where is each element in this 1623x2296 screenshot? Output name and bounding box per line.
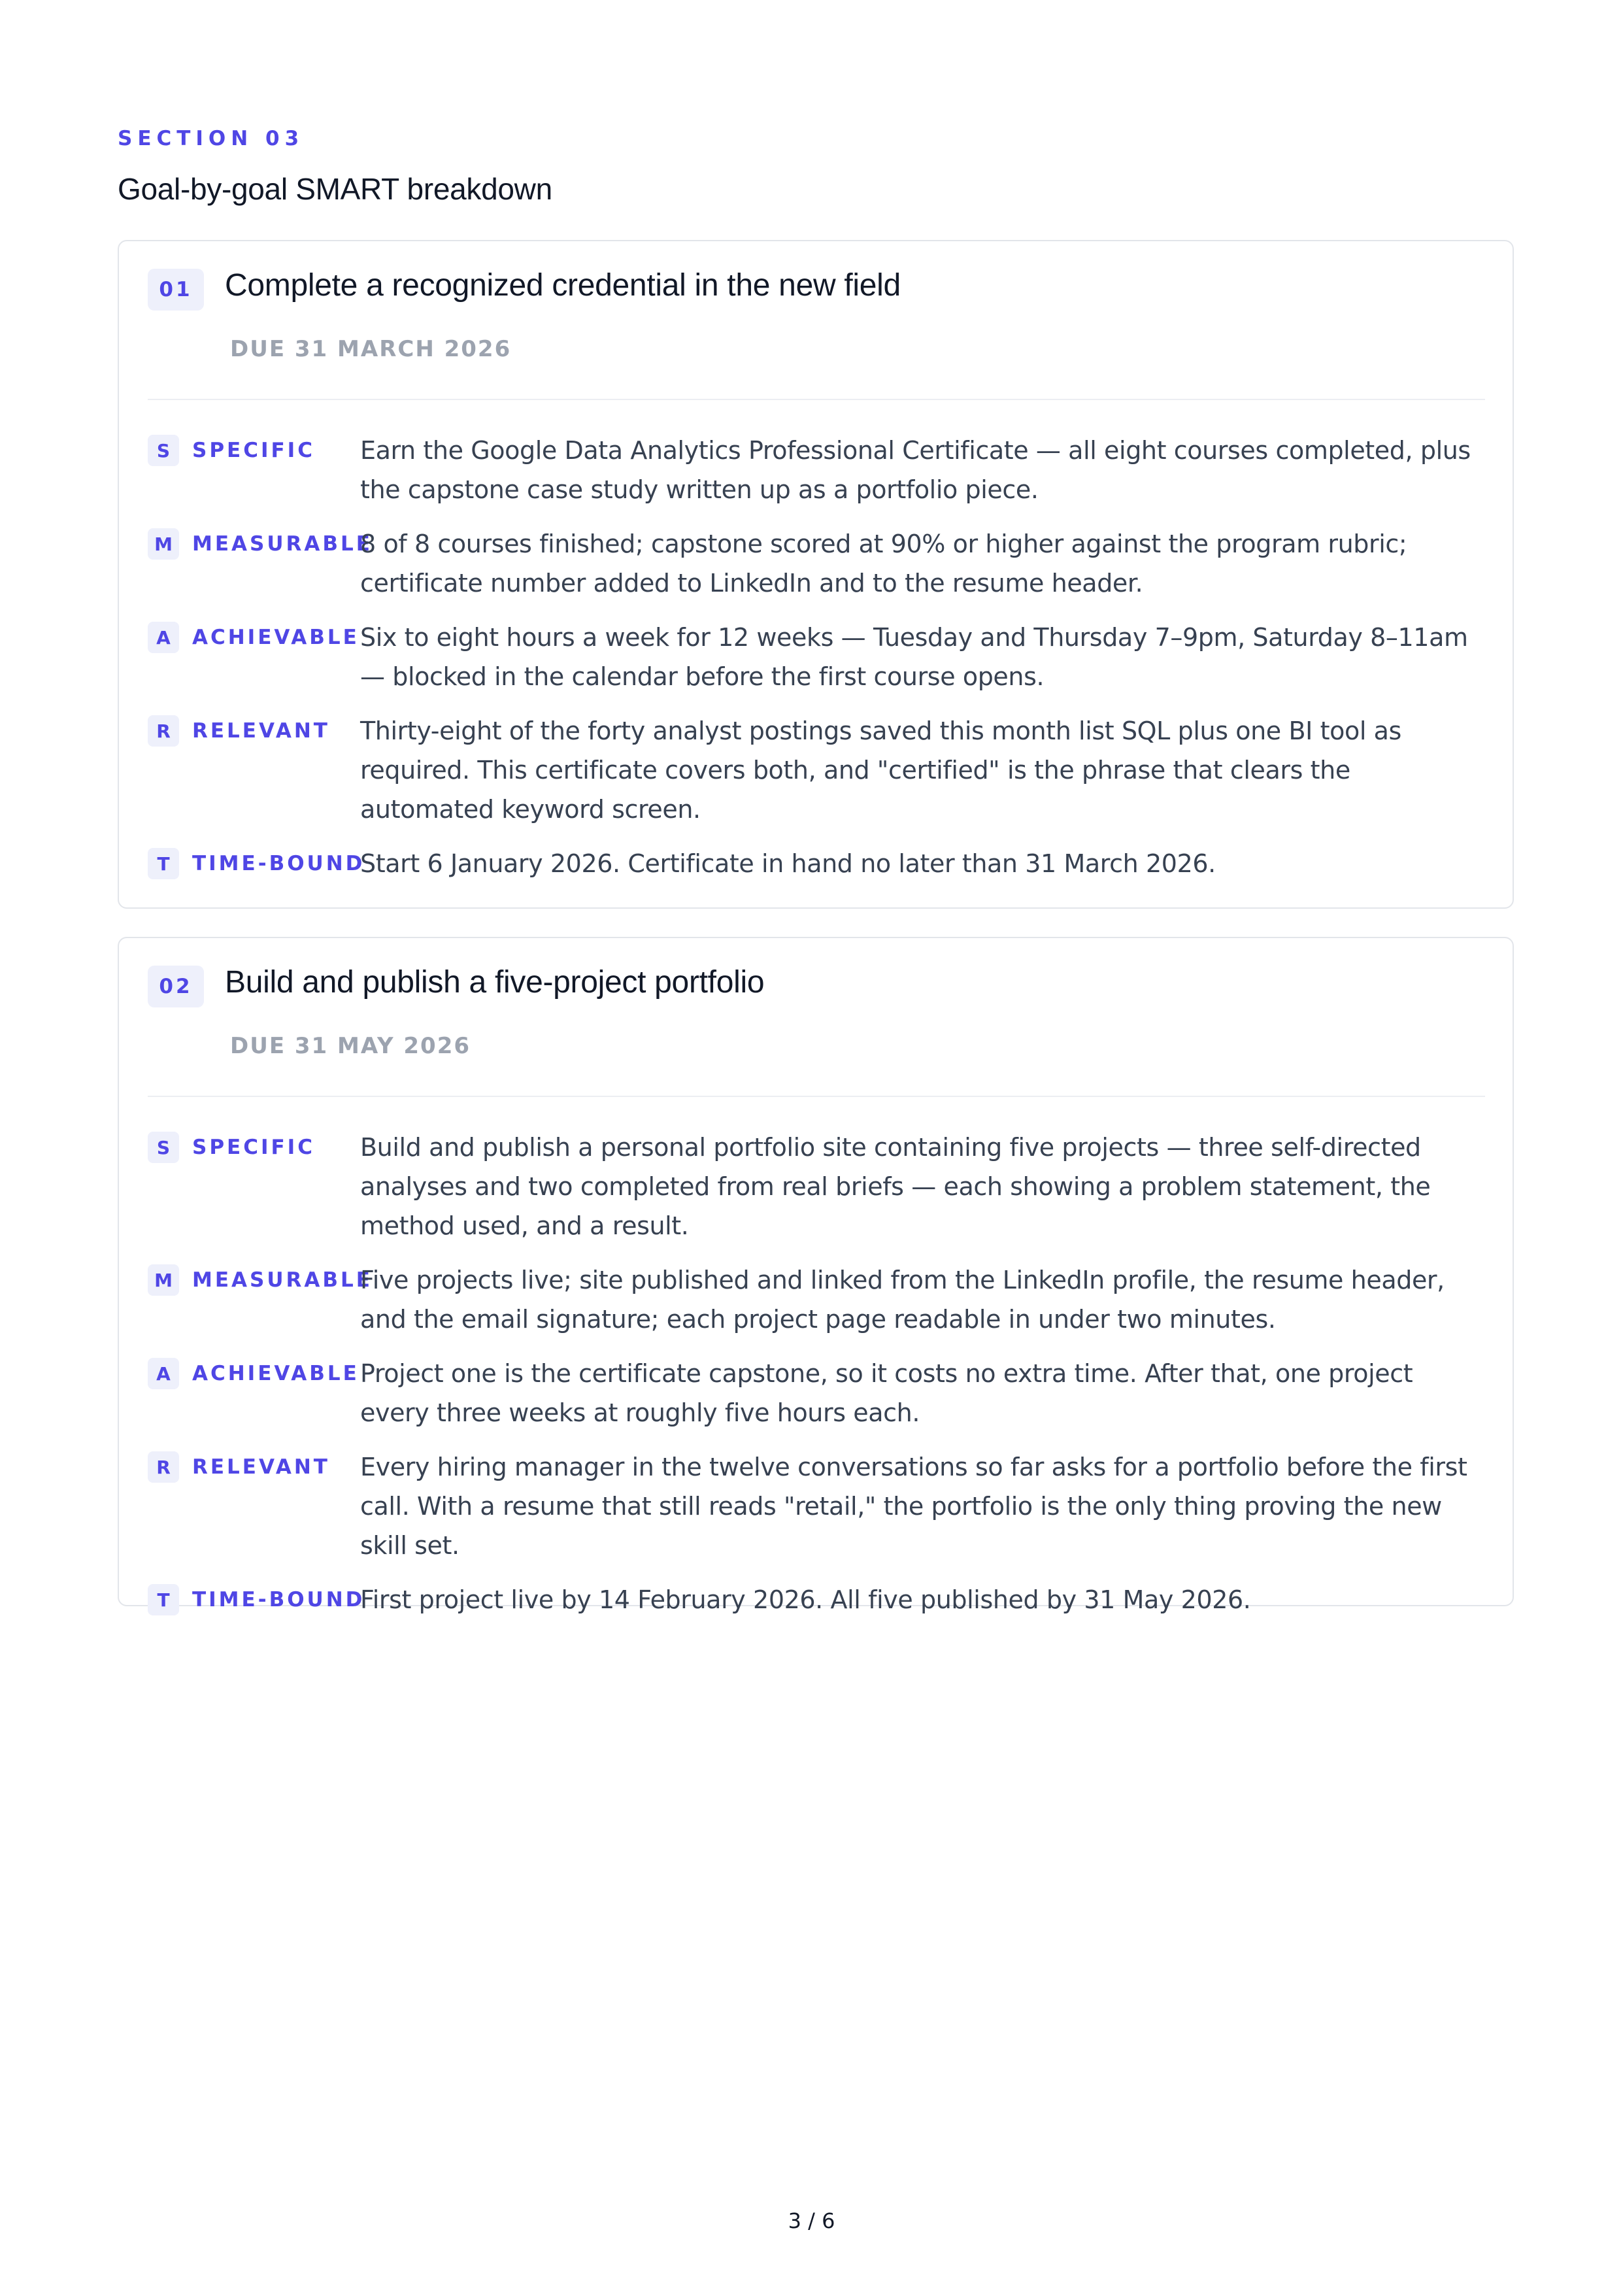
smart-row-specific bbox=[148, 1128, 1485, 1245]
smart-letter-badge: S bbox=[148, 1132, 179, 1163]
goal-due-date: DUE 31 MARCH 2026 bbox=[230, 336, 512, 362]
goal-number-badge: 01 bbox=[148, 269, 204, 311]
smart-letter-badge: R bbox=[148, 1451, 179, 1483]
section-eyebrow: SECTION 03 bbox=[118, 127, 305, 150]
card-divider bbox=[148, 1096, 1485, 1097]
smart-label: SPECIFIC bbox=[192, 439, 315, 462]
goal-title: Build and publish a five-project portfolio bbox=[225, 965, 765, 1000]
smart-letter-badge: T bbox=[148, 1584, 179, 1615]
card-divider bbox=[148, 399, 1485, 400]
smart-letter-badge: A bbox=[148, 1358, 179, 1389]
smart-label: SPECIFIC bbox=[192, 1136, 315, 1159]
goal-title: Complete a recognized credential in the new field bbox=[225, 268, 901, 303]
goal-due-date: DUE 31 MAY 2026 bbox=[230, 1033, 471, 1059]
smart-letter-badge: T bbox=[148, 848, 179, 879]
smart-text: 8 of 8 courses finished; capstone scored at 90% or higher against the program rubric; certificate number added to LinkedIn and to the resume header. bbox=[360, 530, 1407, 598]
smart-label: RELEVANT bbox=[192, 1455, 330, 1479]
smart-text: Five projects live; site published and linked from the LinkedIn profile, the resume header, and the email signature; each project page readable in under two minutes. bbox=[360, 1266, 1445, 1334]
smart-text: Thirty-eight of the forty analyst postings saved this month list SQL plus one BI tool as required. This certificate covers both, and "certified" is the phrase that clears the automated keyword screen. bbox=[360, 717, 1401, 824]
smart-letter-badge: M bbox=[148, 528, 179, 560]
smart-letter-badge: A bbox=[148, 622, 179, 653]
smart-row-specific bbox=[148, 431, 1485, 509]
smart-text: Build and publish a personal portfolio site containing five projects — three self-directed analyses and two completed from real briefs — each showing a problem statement, the method used, and a result. bbox=[360, 1133, 1431, 1240]
smart-row-relevant bbox=[148, 1447, 1485, 1565]
smart-text: Project one is the certificate capstone, so it costs no extra time. After that, one project every three weeks at roughly five hours each. bbox=[360, 1359, 1413, 1427]
smart-label: RELEVANT bbox=[192, 719, 330, 743]
smart-row-achievable bbox=[148, 618, 1485, 696]
smart-label: TIME-BOUND bbox=[192, 852, 365, 875]
smart-label: ACHIEVABLE bbox=[192, 1362, 360, 1385]
smart-row-relevant bbox=[148, 711, 1485, 829]
smart-row-measurable bbox=[148, 524, 1485, 603]
smart-row-time-bound bbox=[148, 844, 1485, 883]
smart-letter-badge: R bbox=[148, 715, 179, 747]
smart-letter-badge: S bbox=[148, 435, 179, 466]
smart-label: TIME-BOUND bbox=[192, 1588, 365, 1612]
smart-row-achievable bbox=[148, 1354, 1485, 1432]
smart-text: First project live by 14 February 2026. All five published by 31 May 2026. bbox=[360, 1585, 1251, 1614]
goal-number-badge: 02 bbox=[148, 966, 204, 1007]
smart-letter-badge: M bbox=[148, 1264, 179, 1296]
smart-row-time-bound bbox=[148, 1580, 1485, 1619]
smart-text: Earn the Google Data Analytics Professional Certificate — all eight courses completed, plus the capstone case study written up as a portfolio piece. bbox=[360, 436, 1471, 504]
smart-text: Every hiring manager in the twelve conversations so far asks for a portfolio before the first call. With a resume that still reads "retail," the portfolio is the only thing proving the new skill set. bbox=[360, 1453, 1467, 1560]
goal-card bbox=[118, 240, 1514, 909]
smart-label: MEASURABLE bbox=[192, 532, 373, 556]
smart-text: Start 6 January 2026. Certificate in hand no later than 31 March 2026. bbox=[360, 849, 1216, 878]
section-title: Goal-by-goal SMART breakdown bbox=[118, 172, 552, 206]
smart-text: Six to eight hours a week for 12 weeks — Tuesday and Thursday 7–9pm, Saturday 8–11am — blocked in the calendar before the first course opens. bbox=[360, 623, 1468, 691]
smart-row-measurable bbox=[148, 1260, 1485, 1339]
smart-rows bbox=[148, 1128, 1485, 1634]
smart-rows bbox=[148, 431, 1485, 898]
smart-label: ACHIEVABLE bbox=[192, 626, 360, 649]
page-number: 3 / 6 bbox=[788, 2208, 835, 2233]
smart-label: MEASURABLE bbox=[192, 1268, 373, 1292]
goal-card bbox=[118, 937, 1514, 1614]
